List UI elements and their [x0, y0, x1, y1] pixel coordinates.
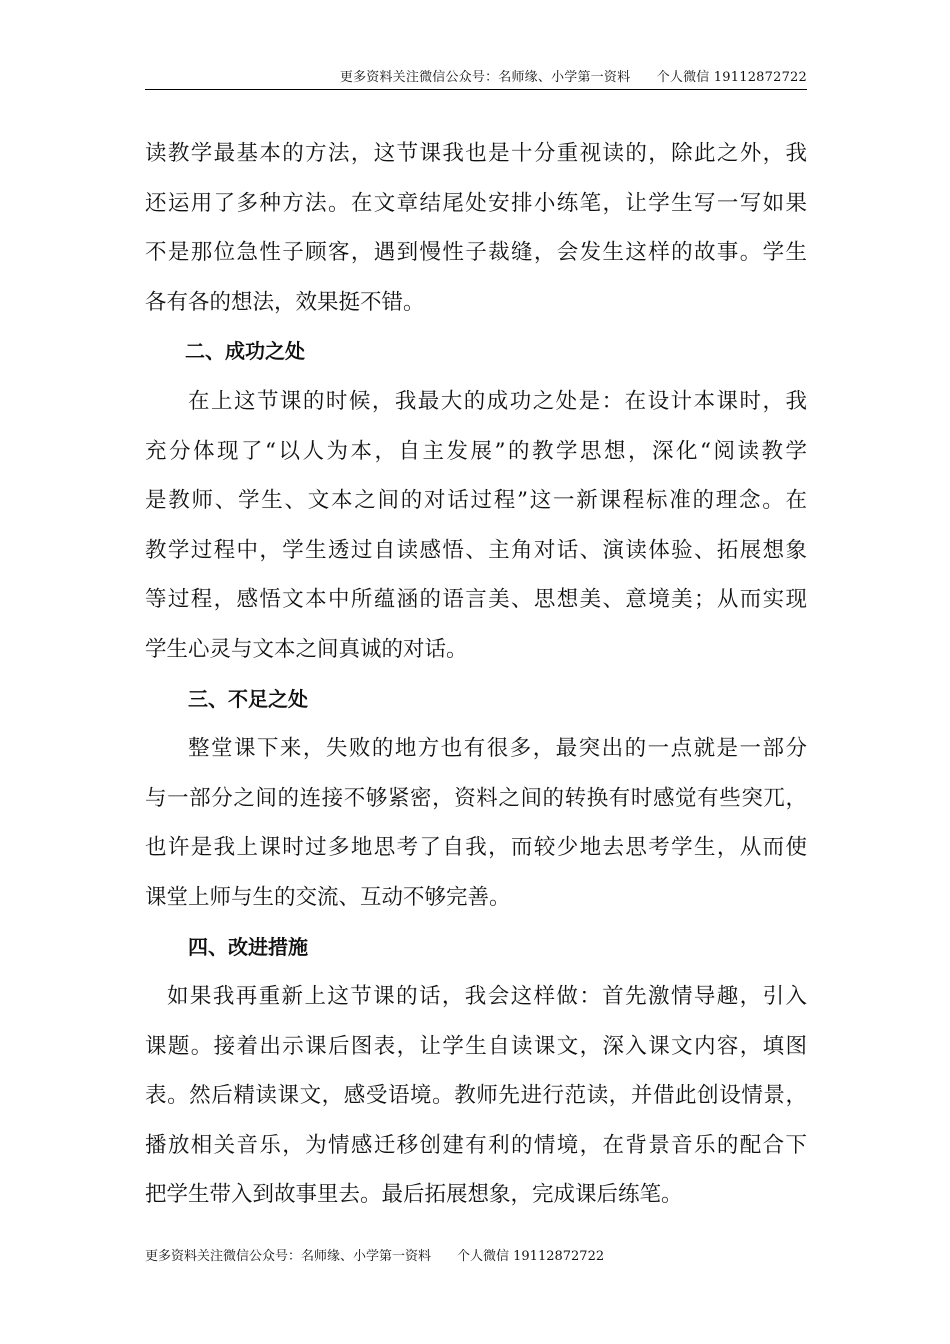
para3-line-4: 课堂上师与生的交流、互动不够完善。 — [145, 884, 511, 910]
para2-line-6: 学生心灵与文本之间真诚的对话。 — [145, 636, 468, 662]
section-heading-improvements: 四、改进措施 — [188, 934, 308, 959]
para4-line-4: 播放相关音乐，为情感迁移创建有利的情境，在背景音乐的配合下 — [145, 1132, 807, 1158]
header-divider — [145, 89, 807, 90]
para4-line-1: 如果我再重新上这节课的话，我会这样做：首先激情导趣，引入 — [167, 984, 807, 1010]
para1-line-3: 不是那位急性子顾客，遇到慢性子裁缝，会发生这样的故事。学生 — [145, 240, 807, 266]
para1-line-2: 还运用了多种方法。在文章结尾处安排小练笔，让学生写一写如果 — [145, 190, 807, 216]
section-heading-success: 二、成功之处 — [185, 339, 305, 364]
para4-line-3: 表。然后精读课文，感受语境。教师先进行范读，并借此创设情景， — [145, 1083, 807, 1109]
para4-line-2: 课题。接着出示课后图表，让学生自读课文，深入课文内容，填图 — [145, 1033, 807, 1059]
para2-line-2: 充分体现了“以人为本，自主发展”的教学思想，深化“阅读教学 — [145, 438, 807, 464]
para4-line-5: 把学生带入到故事里去。最后拓展想象，完成课后练笔。 — [145, 1182, 683, 1208]
section-heading-shortcomings: 三、不足之处 — [188, 686, 308, 711]
para2-line-5: 等过程，感悟文本中所蕴涵的语言美、思想美、意境美；从而实现 — [145, 587, 807, 613]
para3-line-2: 与一部分之间的连接不够紧密，资料之间的转换有时感觉有些突兀， — [145, 785, 807, 811]
para3-line-3: 也许是我上课时过多地思考了自我，而较少地去思考学生，从而使 — [145, 835, 807, 861]
page-header: 更多资料关注微信公众号：名师缘、小学第一资料 个人微信 19112872722 — [339, 70, 807, 85]
para3-line-1: 整堂课下来，失败的地方也有很多，最突出的一点就是一部分 — [188, 736, 807, 762]
para1-line-4: 各有各的想法，效果挺不错。 — [145, 289, 425, 315]
document-body — [145, 129, 807, 1220]
page-footer: 更多资料关注微信公众号：名师缘、小学第一资料 个人微信 19112872722 — [145, 1249, 605, 1264]
para2-line-1: 在上这节课的时候，我最大的成功之处是：在设计本课时，我 — [188, 388, 807, 414]
para2-line-4: 教学过程中，学生透过自读感悟、主角对话、演读体验、拓展想象 — [145, 537, 807, 563]
para2-line-3: 是教师、学生、文本之间的对话过程”这一新课程标准的理念。在 — [145, 488, 807, 514]
para1-line-1: 读教学最基本的方法，这节课我也是十分重视读的，除此之外，我 — [145, 141, 807, 166]
